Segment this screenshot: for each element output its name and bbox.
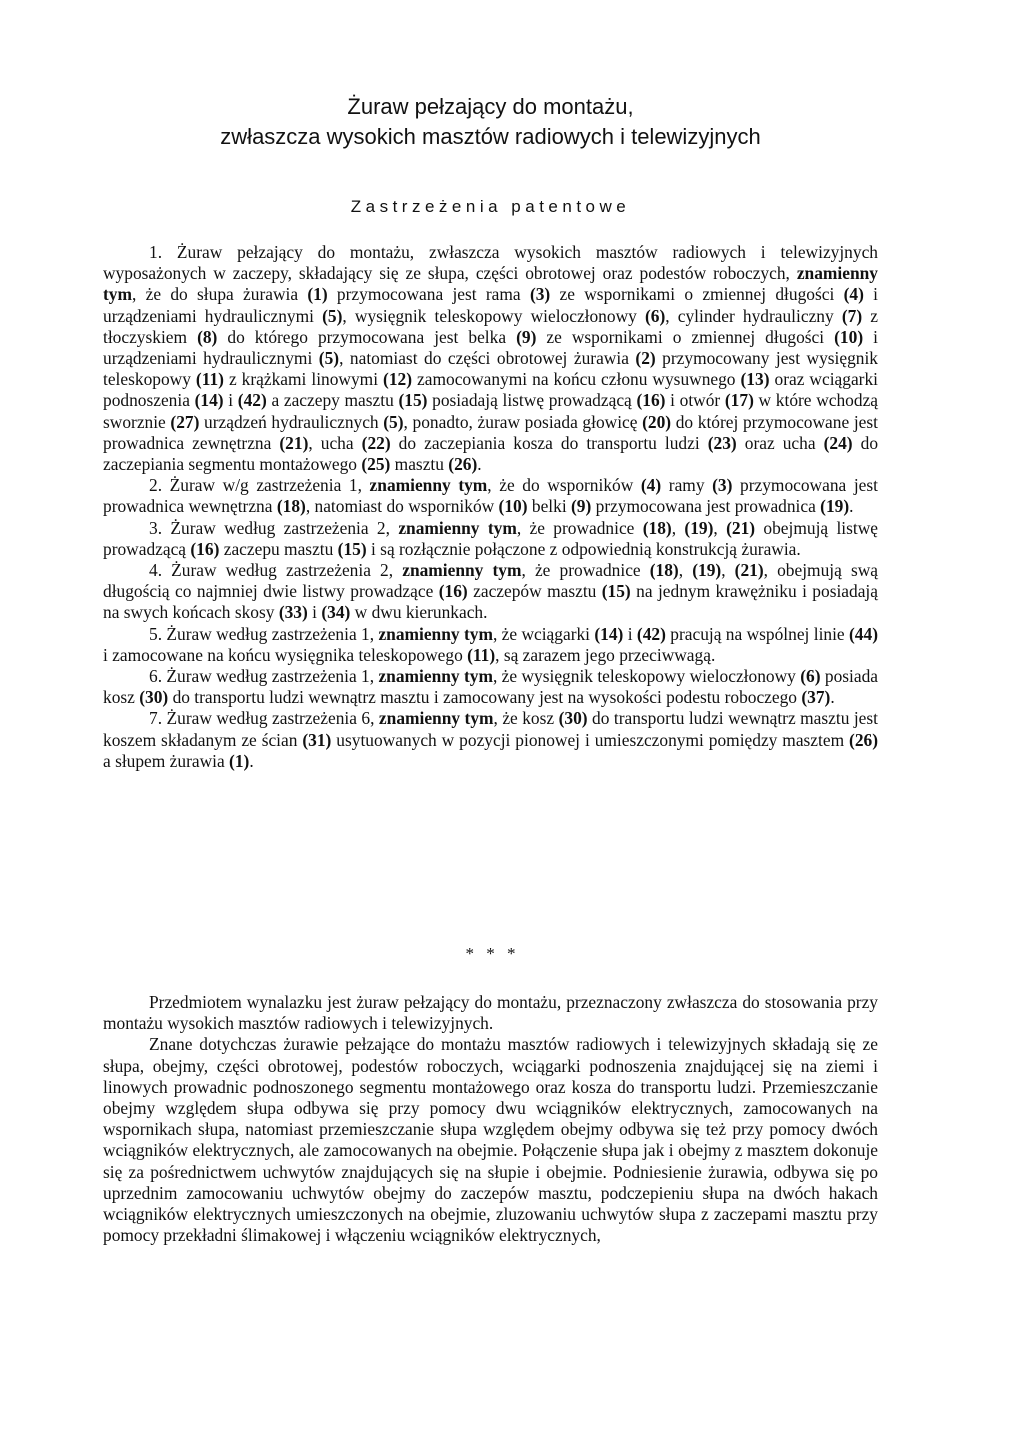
section-heading: Zastrzeżenia patentowe (350, 197, 631, 216)
claim-text: , natomiast do części obrotowej żurawia (339, 348, 636, 369)
claim-text: , wysięgnik teleskopowy wieloczłonowy (342, 305, 645, 326)
claim-text: , że do wsporników (487, 475, 641, 496)
claim-text: z tłoczyskiem (103, 305, 878, 347)
claim-reference: znamienny tym (103, 263, 878, 305)
claim-text: , (678, 560, 693, 581)
claim-text: i urządzeniami hydraulicznymi (103, 284, 878, 326)
claim-text: posiadają listwę prowadzącą (427, 390, 637, 411)
claim-1 (103, 242, 878, 475)
claim-text: pracują na wspólnej linie (665, 623, 850, 644)
claim-reference: (15) (398, 390, 428, 411)
claim-reference: (1) (229, 750, 250, 771)
claim-reference: (10) (834, 326, 864, 347)
claim-reference: (15) (337, 538, 367, 559)
claim-text: , cylinder hydrauliczny (665, 305, 842, 326)
claim-text: masztu (390, 454, 449, 475)
claim-reference: (3) (712, 475, 733, 496)
claim-text: w dwu kierunkach. (350, 602, 488, 623)
claim-text: przymocowana jest prowadnica (591, 496, 821, 517)
claim-text: obejmują listwę prowadzącą (103, 517, 879, 559)
claim-text: urządzeń hydraulicznych (199, 411, 384, 432)
section-separator: * * * (465, 944, 516, 963)
claim-2 (103, 475, 878, 517)
claim-reference: (22) (361, 432, 391, 453)
claim-reference: (17) (724, 390, 754, 411)
claim-reference: (13) (740, 369, 770, 390)
claim-reference: (15) (601, 581, 631, 602)
claim-text: 5. Żuraw według zastrzeżenia 1, (149, 623, 379, 644)
claim-text: 6. Żuraw według zastrzeżenia 1, (149, 666, 379, 687)
claim-reference: (5) (318, 348, 340, 369)
claim-reference: (37) (801, 687, 831, 708)
claim-text: do zaczepiania kosza do transportu ludzi (390, 432, 708, 453)
claim-7 (103, 708, 878, 772)
claim-text: ze wspornikami o zmiennej długości (536, 326, 835, 347)
claim-reference: (16) (438, 581, 468, 602)
claim-reference: (18) (649, 560, 679, 581)
claim-text: posiada kosz (103, 666, 879, 708)
claim-text: i otwór (665, 390, 725, 411)
claim-text: , ponadto, żuraw posiada głowicę (403, 411, 643, 432)
claim-text: , że wciągarki (492, 623, 595, 644)
claim-reference: (30) (139, 687, 169, 708)
claim-reference: (12) (383, 369, 413, 390)
description-paragraph: Znane dotychczas żurawie pełzające do montażu masztów radiowych i telewizyjnych składają się ze słupa, obejmy, części obrotowej, podestów roboczych, wciągarki podnoszenia znajdującej się na ziemi i linowych prowadnic podnoszonego segmentu montażowego oraz kosza do transportu ludzi. Przemieszczanie obejmy względem słupa odbywa się przy pomocy dwu wciągników elektrycznych, zamocowanych na wspornikach słupa, natomiast przemieszczanie słupa względem obejmy odbywa się też przy pomocy dwóch wciągników elektrycznych, ale zamocowanych na obejmie. Połączenie słupa jak i obejmy z masztem dokonuje się za pośrednictwem uchwytów znajdujących się na słupie i obejmie. Podniesienie żurawia, odbywa się po uprzednim zamocowaniu uchwytów obejmy do zaczepów masztu, podczepieniu słupa na dwóch hakach wciągników elektrycznych umieszczonych na obejmie, zluzowaniu uchwytów słupa z zaczepami masztu przy pomocy przekładni ślimakowej i włączeniu wciągników elektrycznych, (103, 1034, 878, 1246)
claim-text: zaczepów masztu (467, 581, 602, 602)
claim-text: zamocowanymi na końcu członu wysuwnego (412, 369, 741, 390)
claim-reference: (5) (383, 411, 404, 432)
claim-reference: (9) (571, 496, 592, 517)
claim-reference: (2) (635, 348, 656, 369)
claim-text: do której przymocowane jest prowadnica zewnętrzna (103, 411, 878, 453)
claim-text: i (623, 623, 637, 644)
claim-text: przymocowany jest wysięgnik teleskopowy (103, 348, 879, 390)
claim-text: 3. Żuraw według zastrzeżenia 2, (149, 517, 399, 538)
claim-text: , (721, 560, 735, 581)
claim-text: i (223, 390, 238, 411)
claim-text: i zamocowane na końcu wysięgnika teleskopowego (103, 644, 468, 665)
claim-text: belki (527, 496, 571, 517)
claim-text: z krążkami linowymi (223, 369, 384, 390)
claim-text: , że prowadnice (516, 517, 643, 538)
claim-reference: (25) (361, 454, 391, 475)
claim-reference: (34) (321, 602, 351, 623)
claim-reference: (5) (322, 305, 343, 326)
claim-reference: (18) (276, 496, 306, 517)
claim-reference: (27) (170, 411, 200, 432)
claim-reference: (14) (594, 623, 624, 644)
claim-reference: (21) (726, 517, 756, 538)
claim-reference: (26) (849, 729, 879, 750)
claim-reference: (24) (823, 432, 853, 453)
claim-text: , są zarazem jego przeciwwagą. (495, 644, 716, 665)
claim-reference: (42) (237, 390, 267, 411)
claim-text: 7. Żuraw według zastrzeżenia 6, (149, 708, 379, 729)
claim-text: oraz wciągarki podnoszenia (103, 369, 878, 411)
claim-reference: (26) (448, 454, 478, 475)
claim-reference: (20) (642, 411, 672, 432)
claim-reference: (42) (636, 623, 666, 644)
claim-reference: (19) (684, 517, 714, 538)
claim-text: oraz ucha (736, 432, 824, 453)
claim-text: . (849, 496, 854, 517)
claim-text: i urządzeniami hydraulicznymi (103, 326, 878, 369)
claim-reference: (23) (707, 432, 737, 453)
claim-text: 1. Żuraw pełzający do montażu, zwłaszcza wysokich masztów radiowych i telewizyjnych wyposażonych w zaczepy, składający się ze słupa, części obrotowej oraz podestów roboczych, (103, 242, 878, 284)
claim-reference: znamienny tym (402, 560, 522, 581)
claim-reference: znamienny tym (378, 623, 493, 644)
claim-text: do którego przymocowana jest belka (217, 326, 517, 347)
claim-text: 2. Żuraw w/g zastrzeżenia 1, (149, 475, 370, 496)
claim-text: , że do słupa żurawia (131, 284, 308, 305)
claim-reference: (11) (195, 369, 224, 390)
claim-text: , że prowadnice (521, 560, 650, 581)
claim-reference: (6) (644, 305, 666, 326)
claim-text: ramy (661, 475, 713, 496)
claim-reference: (31) (302, 729, 332, 750)
patent-claims (103, 242, 878, 772)
claim-reference: (8) (197, 326, 218, 347)
claim-reference: (16) (636, 390, 666, 411)
claim-text: do transportu ludzi wewnątrz masztu jest koszem składanym ze ścian (103, 708, 879, 750)
claim-reference: (21) (734, 560, 764, 581)
document-title-line-1: Żuraw pełzający do montażu, (347, 94, 634, 119)
claim-text: , ucha (308, 432, 362, 453)
claim-text: . (249, 750, 254, 771)
claim-text: . (830, 687, 835, 708)
claim-reference: (9) (516, 326, 537, 347)
claim-reference: (30) (558, 708, 588, 729)
claim-text: na jednym krawężniku i posiadają na swych końcach skosy (103, 581, 878, 623)
claim-text: , obejmują swą długością co najmniej dwie listwy prowadzące (103, 560, 878, 602)
claim-reference: (10) (498, 496, 528, 517)
claim-6 (103, 666, 878, 708)
description-section (103, 992, 878, 1246)
claim-text: 4. Żuraw według zastrzeżenia 2, (149, 560, 403, 581)
claim-reference: (19) (820, 496, 850, 517)
claim-text: , (713, 517, 727, 538)
claim-reference: (16) (190, 538, 220, 559)
claim-text: , że kosz (493, 708, 559, 729)
claim-text: w które wchodzą sworznie (103, 390, 879, 432)
claim-3 (103, 518, 878, 560)
document-title-line-2: zwłaszcza wysokich masztów radiowych i telewizyjnych (220, 124, 761, 149)
claim-reference: (1) (307, 284, 328, 305)
claim-reference: znamienny tym (378, 708, 494, 729)
claim-text: do zaczepiania segmentu montażowego (103, 432, 879, 475)
claim-reference: (3) (529, 284, 551, 305)
claim-reference: znamienny tym (398, 517, 517, 538)
claim-text: a słupem żurawia (103, 750, 230, 771)
claim-reference: (18) (642, 517, 672, 538)
claim-reference: (6) (800, 666, 821, 687)
claim-reference: (19) (692, 560, 722, 581)
claim-text: do transportu ludzi wewnątrz masztu i zamocowany jest na wysokości podestu roboczego (168, 687, 802, 708)
claim-text: przymocowana jest rama (327, 284, 530, 305)
claim-text: , natomiast do wsporników (305, 496, 499, 517)
claim-text: ze wspornikami o zmiennej długości (550, 284, 844, 305)
description-paragraph: Przedmiotem wynalazku jest żuraw pełzający do montażu, przeznaczony zwłaszcza do stosowania przy montażu wysokich masztów radiowych i telewizyjnych. (103, 992, 878, 1034)
claim-5 (103, 624, 878, 666)
claim-reference: (4) (640, 475, 662, 496)
claim-reference: (11) (467, 644, 496, 665)
claim-text: a zaczepy masztu (266, 390, 399, 411)
claim-reference: (44) (849, 623, 878, 644)
claim-text: zaczepu masztu (219, 538, 338, 559)
claim-text: . (477, 454, 482, 475)
claim-text: i (307, 602, 322, 623)
claim-text: , (671, 517, 685, 538)
claim-reference: (7) (841, 305, 863, 326)
claim-reference: (33) (278, 602, 308, 623)
claim-text: i są rozłącznie połączone z odpowiednią konstrukcją żurawia. (366, 538, 801, 559)
claim-reference: (21) (279, 432, 309, 453)
claim-reference: znamienny tym (369, 475, 488, 496)
claim-text: usytuowanych w pozycji pionowej i umieszczonymi pomiędzy masztem (331, 729, 850, 750)
claim-text: , że wysięgnik teleskopowy wieloczłonowy (492, 666, 801, 687)
claim-text: przymocowana jest prowadnica wewnętrzna (103, 475, 878, 517)
claim-reference: (4) (843, 284, 864, 305)
claim-reference: znamienny tym (378, 666, 493, 687)
claim-reference: (14) (194, 390, 224, 411)
claim-4 (103, 560, 878, 624)
